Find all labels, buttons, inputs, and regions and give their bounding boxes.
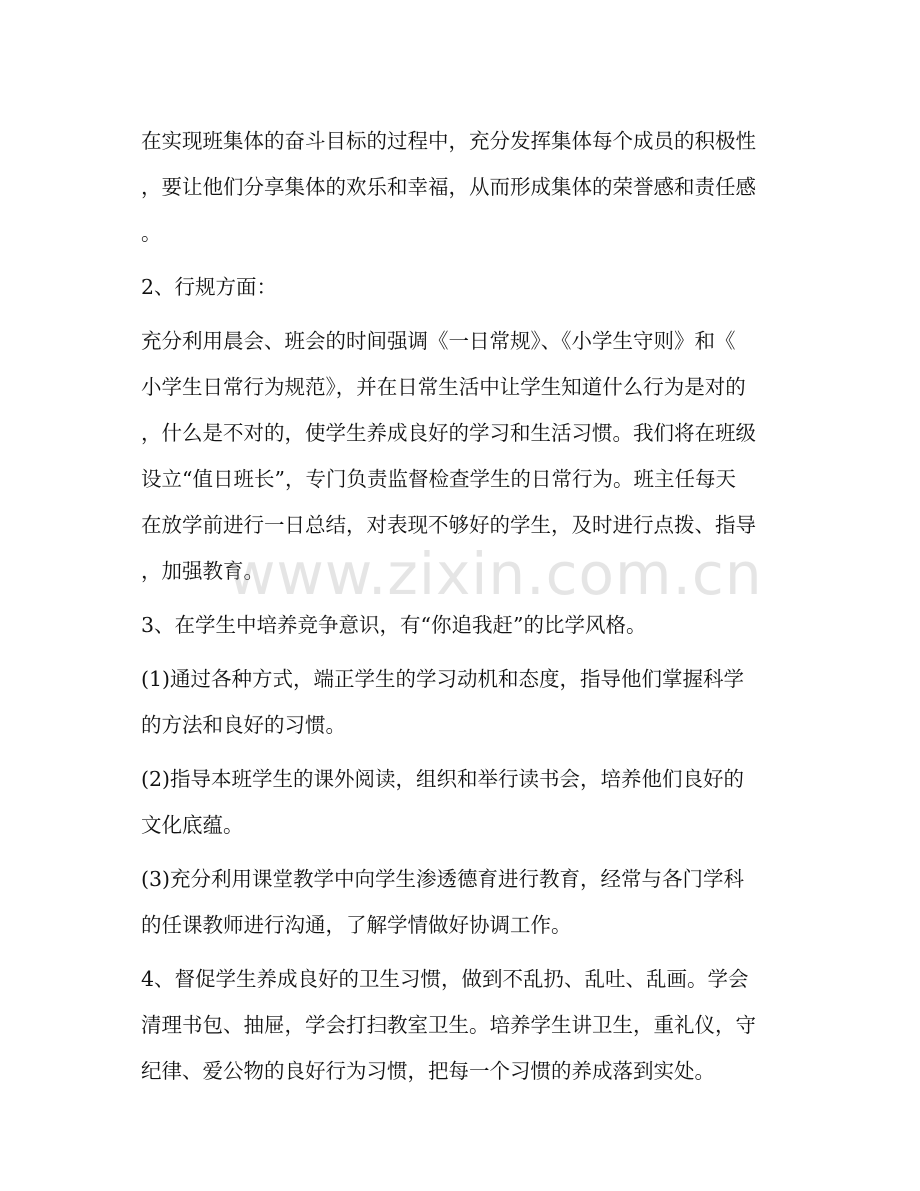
text-line: (1)通过各种方式，端正学生的学习动机和态度，指导他们掌握科学 [141,667,745,691]
text-line: (3)充分利用课堂教学中向学生渗透德育进行教育，经常与各门学科 [141,867,745,891]
text-line: 纪律、爱公物的良好行为习惯，把每一个习惯的养成落到实处。 [141,1059,715,1083]
text-line: ，要让他们分享集体的欢乐和幸福，从而形成集体的荣誉感和责任感 [141,175,756,199]
text-line: 的方法和良好的习惯。 [141,713,346,737]
text-line: 的任课教师进行沟通，了解学情做好协调工作。 [141,913,572,937]
text-line: 。 [141,221,162,245]
section-heading: 3、在学生中培养竞争意识，有“你追我赶”的比学风格。 [141,613,647,637]
text-line: 清理书包、抽屉，学会打扫教室卫生。培养学生讲卫生，重礼仪，守 [141,1013,756,1037]
text-line: ，什么是不对的，使学生养成良好的学习和生活习惯。我们将在班级 [141,421,756,445]
text-line: 文化底蕴。 [141,813,244,837]
text-line: 设立“值日班长”，专门负责监督检查学生的日常行为。班主任每天 [141,467,736,491]
watermark: www.zixin.com.cn [228,540,763,608]
text-line: (2)指导本班学生的课外阅读，组织和举行读书会，培养他们良好的 [141,767,745,791]
text-line: 充分利用晨会、班会的时间强调《一日常规》、《小学生守则》和《 [141,329,736,353]
section-heading: 4、督促学生养成良好的卫生习惯，做到不乱扔、乱吐、乱画。学会 [141,967,749,991]
text-line: 在放学前进行一日总结，对表现不够好的学生，及时进行点拨、指导 [141,513,756,537]
text-line: ，加强教育。 [141,559,264,583]
section-heading: 2、行规方面： [141,275,278,299]
document-body [141,118,781,1094]
text-line: 在实现班集体的奋斗目标的过程中，充分发挥集体每个成员的积极性 [141,129,756,153]
text-line: 小学生日常行为规范》，并在日常生活中让学生知道什么行为是对的 [141,375,746,399]
